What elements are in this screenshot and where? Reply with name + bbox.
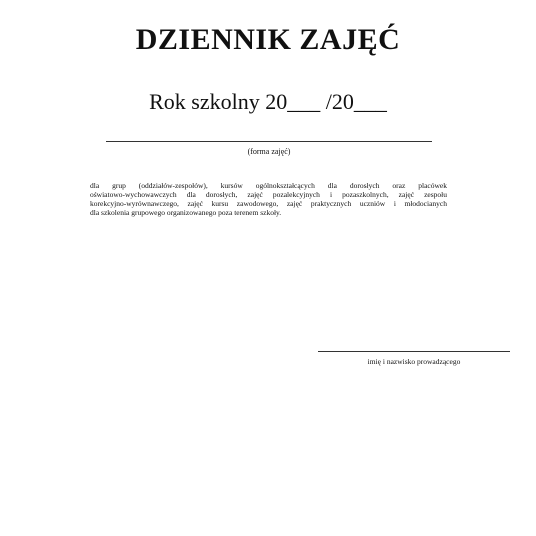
description-paragraph [90,181,447,217]
description-line: oświatowo-wychowawczych dla dorosłych, zajęć pozalekcyjnych i pozaszkolnych, zajęć zespołu [90,190,447,199]
description-line: dla grup (oddziałów-zespołów), kursów ogólnokształcących dla dorosłych oraz placówek [90,181,447,190]
document-title: DZIENNIK ZAJĘĆ [135,23,401,56]
signature-caption: imię i nazwisko prowadzącego [367,357,461,366]
description-line: korekcyjno-wyrównawczego, zajęć kursu zawodowego, zajęć praktycznych uczniów i młodocianych [90,199,447,208]
form-of-classes-line [106,141,432,142]
description-line: dla szkolenia grupowego organizowanego poza terenem szkoły. [90,208,282,217]
signature-line [318,351,510,352]
form-of-classes-caption: (forma zajęć) [247,147,291,156]
school-year-field: Rok szkolny 20___ /20___ [149,89,387,114]
